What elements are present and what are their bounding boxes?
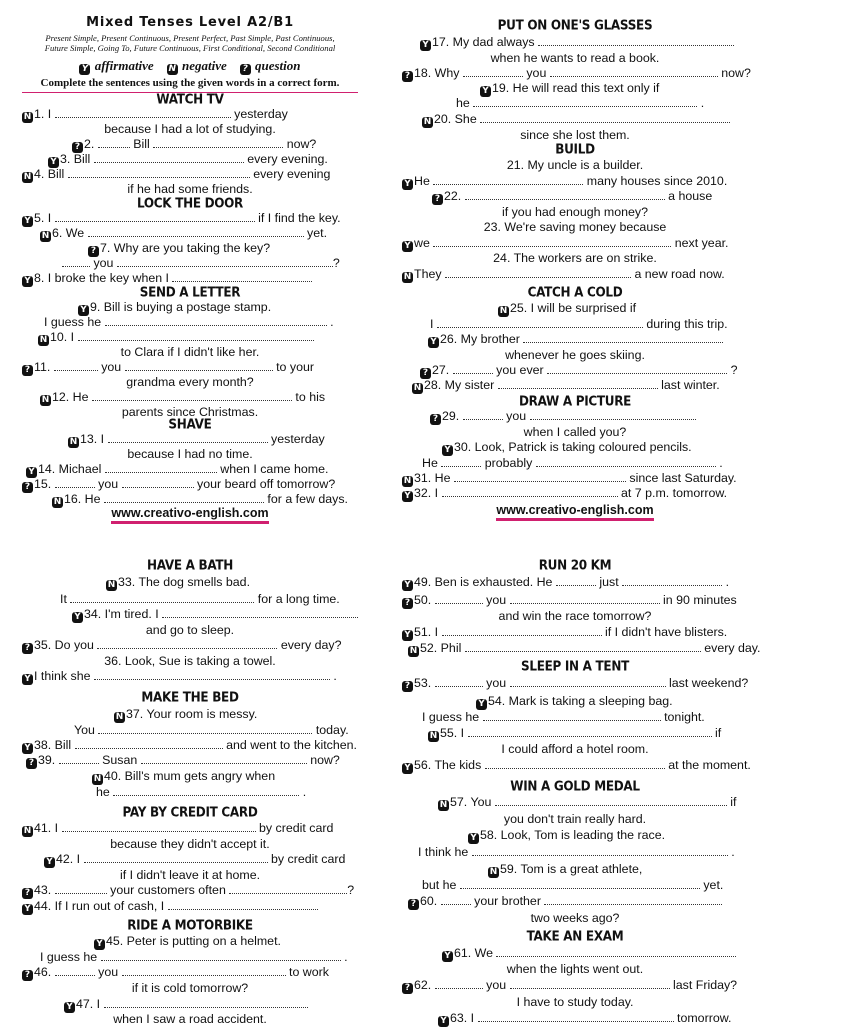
answer-blank[interactable] [465,641,701,652]
answer-blank[interactable] [122,965,286,976]
exercise-19: Y 19. He will read this text only if [402,81,826,96]
affirmative-badge-icon: Y [22,904,33,915]
exercise-33: N 33. The dog smells bad. [107,575,251,590]
exercise-32: Y 32. I at 7 p.m. tomorrow. [402,486,748,501]
exercise-23: 23. We're saving money because [483,220,667,234]
question-badge-icon: ? [22,643,33,654]
answer-blank[interactable] [62,256,90,267]
answer-blank[interactable] [55,107,231,118]
negative-badge-icon: N [53,497,62,507]
worksheet-title: Mixed Tenses Level A2/B1 [86,15,294,30]
section-lock-the-door: LOCK THE DOOR [136,195,243,211]
exercise-27: ? 27. you ever ? [402,363,766,378]
section-send-a-letter: SEND A LETTER [139,284,241,300]
exercise-45-cont: I guess he . [40,950,348,964]
negative-badge-icon: N [23,112,32,122]
exercise-35: ? 35. Do you every day? [22,638,358,653]
exercise-36-cont: Y I think she . [22,669,358,684]
question-badge-icon: ? [22,888,33,899]
negative-badge-icon: N [489,867,498,877]
answer-blank[interactable] [483,710,661,721]
answer-blank[interactable] [172,271,312,282]
section-take-an-exam: TAKE AN EXAM [526,928,624,944]
question-badge-icon: ? [240,64,251,75]
answer-blank[interactable] [68,167,250,178]
exercise-37: N 37. Your room is messy. [115,707,258,722]
website-link[interactable]: www.creativo-english.com [22,506,358,521]
section-win-a-gold-medal: WIN A GOLD MEDAL [510,778,640,794]
exercise-29-cont: when I called you? [523,425,627,439]
answer-blank[interactable] [496,946,736,957]
affirmative-badge-icon: Y [79,64,90,75]
answer-blank[interactable] [98,137,130,148]
exercise-18: ? 18. Why you now? [402,66,748,81]
affirmative-badge-icon: Y [22,276,33,287]
affirmative-badge-icon: Y [44,857,55,868]
answer-blank[interactable] [472,845,728,856]
exercise-46: ? 46. you to work [22,965,358,980]
exercise-11: ? 11. you to your [22,360,358,375]
negative-badge-icon: N [23,172,32,182]
affirmative-badge-icon: Y [480,86,491,97]
affirmative-badge-icon: Y [402,763,413,774]
answer-blank[interactable] [104,997,308,1008]
exercise-3: Y 3. Bill every evening. [22,152,384,167]
answer-blank[interactable] [94,152,244,163]
exercise-26-cont: whenever he goes skiing. [505,348,645,362]
negative-badge-icon: N [423,117,432,127]
legend-question: question [254,58,301,73]
affirmative-badge-icon: Y [402,630,413,641]
answer-blank[interactable] [510,978,670,989]
tenses-list-line-2: Future Simple, Going To, Future Continuous, First Conditional, Second Conditional [44,43,336,53]
exercise-42: Y 42. I by credit card [22,852,380,867]
answer-blank[interactable] [59,753,99,764]
exercise-33-cont: It for a long time. [60,592,340,606]
exercise-37-cont: You today. [74,723,349,737]
answer-blank[interactable] [55,883,107,894]
exercise-55-cont: I could afford a hotel room. [501,742,649,756]
section-make-the-bed: MAKE THE BED [141,689,239,705]
answer-blank[interactable] [433,174,583,185]
exercise-39: ? 39. Susan now? [22,753,362,768]
answer-blank[interactable] [544,894,722,905]
exercise-59-cont: but he yet. [422,878,724,892]
affirmative-badge-icon: Y [94,939,105,950]
exercise-6: N 6. We yet. [41,226,328,241]
exercise-51: Y 51. I if I didn't have blisters. [402,625,748,640]
exercise-63: Y 63. I tomorrow. [402,1011,784,1026]
exercise-2: ? 2. Bill now? [22,137,408,152]
answer-blank[interactable] [125,360,273,371]
exercise-46-cont: if it is cold tomorrow? [131,981,249,995]
exercise-58: Y 58. Look, Tom is leading the race. [402,828,814,843]
question-badge-icon: ? [402,983,413,994]
answer-blank[interactable] [98,723,312,734]
answer-blank[interactable] [92,390,292,401]
exercise-21-cont: Y He many houses since 2010. [402,174,748,189]
exercise-62: ? 62. you last Friday? [402,978,748,993]
answer-blank[interactable] [435,593,483,604]
answer-blank[interactable] [498,378,658,389]
tenses-list-line-1: Present Simple, Present Continuous, Present Perfect, Past Simple, Past Continuous, [45,33,335,43]
answer-blank[interactable] [441,894,471,905]
negative-badge-icon: N [69,437,78,447]
affirmative-badge-icon: Y [22,674,33,685]
affirmative-badge-icon: Y [72,612,83,623]
negative-badge-icon: N [413,383,422,393]
answer-blank[interactable] [495,795,727,806]
question-badge-icon: ? [408,899,419,910]
answer-blank[interactable] [141,753,307,764]
affirmative-badge-icon: Y [78,305,89,316]
negative-badge-icon: N [409,646,418,656]
question-badge-icon: ? [26,758,37,769]
exercise-22-cont: if you had enough money? [501,205,649,219]
affirmative-badge-icon: Y [442,445,453,456]
exercise-12-cont: parents since Christmas. [121,405,259,419]
exercise-36: 36. Look, Sue is taking a towel. [104,654,276,668]
affirmative-badge-icon: Y [64,1002,75,1013]
answer-blank[interactable] [105,315,327,326]
exercise-13: N 13. I yesterday [69,432,325,447]
exercise-29: ? 29. you [402,409,776,424]
section-sleep-in-a-tent: SLEEP IN A TENT [521,658,629,674]
answer-blank[interactable] [453,363,493,374]
affirmative-badge-icon: Y [402,580,413,591]
answer-blank[interactable] [622,575,722,586]
exercise-22: ? 22. a house [402,189,778,204]
exercise-17: Y 17. My dad always [402,35,766,50]
answer-blank[interactable] [437,317,643,328]
negative-badge-icon: N [499,306,508,316]
section-ride-a-motorbike: RIDE A MOTORBIKE [127,917,253,933]
affirmative-badge-icon: Y [402,241,413,252]
negative-badge-icon: N [439,800,448,810]
exercise-34-cont: and go to sleep. [145,623,235,637]
exercise-49: Y 49. Ben is exhausted. He just . [402,575,748,590]
legend-affirmative: affirmative [94,58,154,73]
exercise-21: 21. My uncle is a builder. [506,158,644,172]
exercise-14: Y 14. Michael when I came home. [22,462,362,477]
exercise-54: Y 54. Mark is taking a sleeping bag. [402,694,822,709]
exercise-26: Y 26. My brother [402,332,774,347]
exercise-5: Y 5. I if I find the key. [22,211,358,226]
answer-blank[interactable] [510,593,660,604]
exercise-20-cont: since she lost them. [520,128,630,142]
answer-blank[interactable] [55,965,95,976]
answer-blank[interactable] [473,96,697,107]
affirmative-badge-icon: Y [22,743,33,754]
exercise-20: N 20. She [402,112,768,127]
answer-blank[interactable] [75,738,223,749]
question-badge-icon: ? [402,598,413,609]
exercise-56: Y 56. The kids at the moment. [402,758,748,773]
answer-blank[interactable] [97,638,277,649]
exercise-59: N 59. Tom is a great athlete, [489,862,643,877]
answer-blank[interactable] [536,456,716,467]
affirmative-badge-icon: Y [48,157,59,168]
answer-blank[interactable] [463,66,523,77]
exercise-61: Y 61. We [402,946,788,961]
exercise-19-cont: he . [456,96,705,110]
exercise-25-cont: I during this trip. [430,317,728,331]
exercise-40-cont: he . [96,785,307,799]
exercise-31: N 31. He since last Saturday. [403,471,737,486]
exercise-13-cont: because I had no time. [127,447,253,461]
affirmative-badge-icon: Y [26,467,37,478]
exercise-1-cont: because I had a lot of studying. [104,122,276,136]
affirmative-badge-icon: Y [428,337,439,348]
answer-blank[interactable] [101,950,341,961]
question-badge-icon: ? [420,368,431,379]
negative-badge-icon: N [168,64,176,74]
question-badge-icon: ? [22,365,33,376]
section-draw-a-picture: DRAW A PICTURE [518,393,632,409]
answer-blank[interactable] [70,592,254,603]
answer-blank[interactable] [460,878,700,889]
answer-blank[interactable] [117,256,333,267]
affirmative-badge-icon: Y [22,216,33,227]
answer-blank[interactable] [55,211,255,222]
negative-badge-icon: N [41,231,50,241]
answer-blank[interactable] [550,66,718,77]
answer-blank[interactable] [62,821,256,832]
instruction: Complete the sentences using the given words in a correct form. [22,76,358,93]
negative-badge-icon: N [403,272,412,282]
negative-badge-icon: N [23,826,32,836]
answer-blank[interactable] [454,471,626,482]
exercise-52: N 52. Phil every day. [409,641,761,656]
exercise-1: N 1. I yesterday [23,107,288,122]
answer-blank[interactable] [556,575,596,586]
answer-blank[interactable] [523,332,723,343]
answer-blank[interactable] [94,669,330,680]
exercise-47-cont: when I saw a road accident. [113,1012,267,1026]
exercise-4-cont: if he had some friends. [127,182,253,196]
answer-blank[interactable] [108,432,268,443]
exercise-43: ? 43. your customers often ? [22,883,358,898]
answer-blank[interactable] [433,236,671,247]
section-run-20-km: RUN 20 KM [538,557,612,573]
answer-blank[interactable] [441,456,481,467]
section-shave: SHAVE [168,416,212,432]
affirmative-badge-icon: Y [438,1016,449,1027]
exercise-30: Y 30. Look, Patrick is taking coloured pencils. [402,440,788,455]
affirmative-badge-icon: Y [468,833,479,844]
exercise-7: ? 7. Why are you taking the key? [22,241,424,256]
legend-negative: negative [181,58,227,73]
section-watch-tv: WATCH TV [156,91,224,107]
answer-blank[interactable] [468,726,712,737]
answer-blank[interactable] [435,978,483,989]
exercise-17-cont: when he wants to read a book. [490,51,660,65]
exercise-8: Y 8. I broke the key when I [22,271,358,286]
question-badge-icon: ? [430,414,441,425]
exercise-47: Y 47. I [22,997,400,1012]
negative-badge-icon: N [39,335,48,345]
section-catch-a-cold: CATCH A COLD [527,284,623,300]
affirmative-badge-icon: Y [402,179,413,190]
answer-blank[interactable] [547,363,727,374]
question-badge-icon: ? [402,71,413,82]
question-badge-icon: ? [22,482,33,493]
answer-blank[interactable] [463,409,503,420]
answer-blank[interactable] [229,883,347,894]
answer-blank[interactable] [480,112,730,123]
answer-blank[interactable] [168,899,318,910]
exercise-25: N 25. I will be surprised if [499,301,637,316]
answer-blank[interactable] [84,852,268,863]
exercise-57-cont: you don't train really hard. [503,812,647,826]
exercise-62-cont: I have to study today. [516,995,634,1009]
answer-blank[interactable] [113,785,299,796]
negative-badge-icon: N [107,580,116,590]
exercise-24-cont: N They a new road now. [403,267,725,282]
affirmative-badge-icon: Y [402,491,413,502]
negative-badge-icon: N [403,476,412,486]
question-badge-icon: ? [72,142,83,153]
exercise-24: 24. The workers are on strike. [493,251,657,265]
legend [22,58,358,75]
exercise-9-cont: I guess he . [44,315,334,329]
exercise-10: N 10. I [22,330,374,345]
question-badge-icon: ? [432,194,443,205]
answer-blank[interactable] [478,1011,674,1022]
exercise-7-cont: you ? [22,256,398,271]
answer-blank[interactable] [530,409,696,420]
answer-blank[interactable] [510,676,666,687]
exercise-57: N 57. You if [439,795,737,810]
negative-badge-icon: N [429,731,438,741]
exercise-12: N 12. He to his [41,390,326,405]
exercise-58-cont: I think he . [418,845,735,859]
answer-blank[interactable] [54,360,98,371]
answer-blank[interactable] [442,625,602,636]
exercise-28: N 28. My sister last winter. [413,378,720,393]
exercise-60-cont: two weeks ago? [530,911,620,925]
exercise-9: Y 9. Bill is buying a postage stamp. [22,300,414,315]
exercise-50-cont: and win the race tomorrow? [498,609,652,623]
answer-blank[interactable] [153,137,283,148]
answer-blank[interactable] [104,492,264,503]
answer-blank[interactable] [78,330,314,341]
exercise-60: ? 60. your brother [402,894,754,909]
negative-badge-icon: N [41,395,50,405]
answer-blank[interactable] [435,676,483,687]
exercise-11-cont: grandma every month? [126,375,254,389]
answer-blank[interactable] [162,607,358,618]
question-badge-icon: ? [402,681,413,692]
affirmative-badge-icon: Y [476,699,487,710]
negative-badge-icon: N [93,774,102,784]
answer-blank[interactable] [442,486,618,497]
exercise-55: N 55. I if [429,726,722,741]
section-have-a-bath: HAVE A BATH [146,557,234,573]
exercise-10-cont: to Clara if I didn't like her. [120,345,260,359]
exercise-53: ? 53. you last weekend? [402,676,748,691]
exercise-4: N 4. Bill every evening [23,167,331,182]
exercise-41-cont: because they didn't accept it. [110,837,270,851]
exercise-16: N 16. He for a few days. [53,492,348,507]
section-build: BUILD [555,141,595,157]
exercise-61-cont: when the lights went out. [506,962,644,976]
negative-badge-icon: N [115,712,124,722]
exercise-44: Y 44. If I run out of cash, I [22,899,358,914]
answer-blank[interactable] [465,189,665,200]
answer-blank[interactable] [538,35,734,46]
exercise-30-cont: He probably . [422,456,723,470]
affirmative-badge-icon: Y [442,951,453,962]
answer-blank[interactable] [122,477,194,488]
answer-blank[interactable] [88,226,304,237]
question-badge-icon: ? [88,246,99,257]
answer-blank[interactable] [55,477,95,488]
exercise-54-cont: I guess he tonight. [422,710,705,724]
exercise-45: Y 45. Peter is putting on a helmet. [22,934,430,949]
exercise-40: N 40. Bill's mum gets angry when [93,769,276,784]
exercise-41: N 41. I by credit card [23,821,334,836]
question-badge-icon: ? [22,970,33,981]
exercise-15: ? 15. you your beard off tomorrow? [22,477,358,492]
answer-blank[interactable] [445,267,631,278]
affirmative-badge-icon: Y [420,40,431,51]
exercise-34: Y 34. I'm tired. I [22,607,408,622]
answer-blank[interactable] [105,462,217,473]
website-link[interactable]: www.creativo-english.com [402,503,748,518]
section-put-on-glasses: PUT ON ONE'S GLASSES [497,17,653,33]
exercise-42-cont: if I didn't leave it at home. [119,868,261,882]
exercise-50: ? 50. you in 90 minutes [402,593,748,608]
answer-blank[interactable] [485,758,665,769]
section-pay-by-credit-card: PAY BY CREDIT CARD [122,804,258,820]
exercise-38: Y 38. Bill and went to the kitchen. [22,738,358,753]
exercise-23-cont: Y we next year. [402,236,748,251]
